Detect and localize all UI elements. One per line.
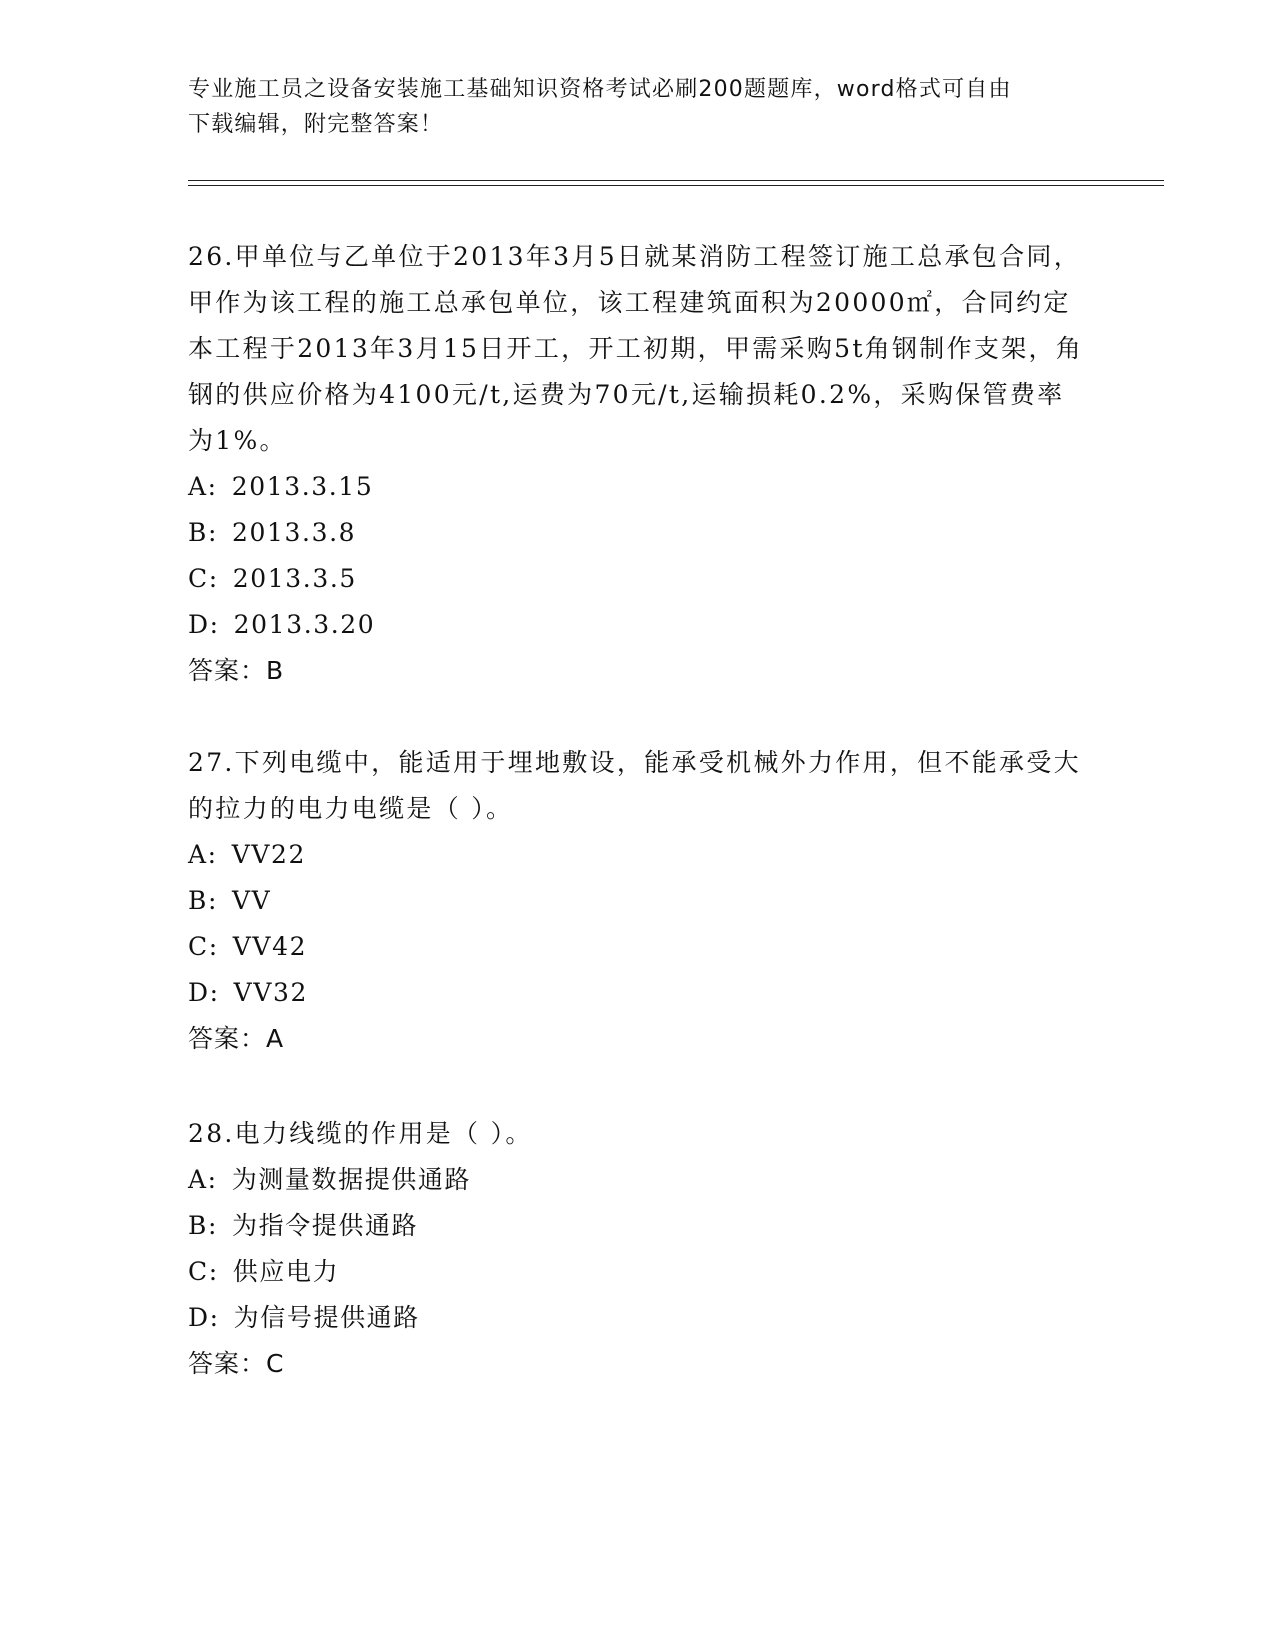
question-text: 26.甲单位与乙单位于2013年3月5日就某消防工程签订施工总承包合同，甲作为该工程的施工总承包单位，该工程建筑面积为20000㎡，合同约定本工程于2013年3月15日开工，开工初期，甲需采购5t角钢制作支架，角钢的供应价格为4100元/t,运费为70元/t,运输损耗0.2%，采购保管费率为1%。	[188, 242, 1084, 455]
answer-line: 答案：A	[188, 1024, 285, 1053]
option-list	[188, 832, 1088, 1016]
option-text: 供应电力	[232, 1257, 340, 1286]
question-27	[188, 740, 1088, 1062]
document-header	[188, 72, 1088, 142]
option-text: 为指令提供通路	[232, 1211, 419, 1240]
option-letter: D:	[188, 978, 220, 1007]
answer-line: 答案：C	[188, 1349, 285, 1378]
option-b	[188, 1203, 1088, 1249]
option-b	[188, 878, 1088, 924]
option-text: 2013.3.15	[231, 472, 374, 501]
header-divider-top	[188, 180, 1164, 181]
question-28	[188, 1111, 1088, 1387]
option-text: VV22	[231, 840, 307, 869]
option-letter: A:	[188, 472, 218, 501]
option-letter: D:	[188, 1303, 220, 1332]
option-a	[188, 464, 1088, 510]
question-text: 27.下列电缆中，能适用于埋地敷设，能承受机械外力作用，但不能承受大的拉力的电力电缆是（ ）。	[188, 748, 1081, 823]
option-list	[188, 1157, 1088, 1341]
option-text: 为测量数据提供通路	[231, 1165, 472, 1194]
option-text: 2013.3.8	[232, 518, 357, 547]
option-a	[188, 1157, 1088, 1203]
option-letter: B:	[188, 1211, 218, 1240]
option-letter: A:	[188, 840, 218, 869]
option-letter: D:	[188, 610, 220, 639]
answer-line: 答案：B	[188, 656, 285, 685]
option-d	[188, 1295, 1088, 1341]
header-divider-bottom	[188, 185, 1164, 186]
option-d	[188, 602, 1088, 648]
option-d	[188, 970, 1088, 1016]
question-text: 28.电力线缆的作用是（ ）。	[188, 1119, 533, 1148]
option-c	[188, 556, 1088, 602]
header-line-1: 专业施工员之设备安装施工基础知识资格考试必刷200题题库，word格式可自由	[188, 77, 1012, 102]
header-line-2: 下载编辑，附完整答案！	[188, 112, 444, 137]
option-b	[188, 510, 1088, 556]
option-list	[188, 464, 1088, 648]
option-letter: B:	[188, 886, 218, 915]
option-c	[188, 1249, 1088, 1295]
option-text: 为信号提供通路	[233, 1303, 420, 1332]
option-a	[188, 832, 1088, 878]
option-letter: B:	[188, 518, 218, 547]
option-letter: C:	[188, 932, 219, 961]
option-text: 2013.3.20	[233, 610, 376, 639]
option-letter: A:	[188, 1165, 218, 1194]
option-text: VV42	[232, 932, 308, 961]
option-text: VV	[232, 886, 272, 915]
option-text: VV32	[233, 978, 308, 1007]
option-letter: C:	[188, 564, 219, 593]
option-letter: C:	[188, 1257, 219, 1286]
option-c	[188, 924, 1088, 970]
option-text: 2013.3.5	[232, 564, 357, 593]
question-26	[188, 234, 1088, 694]
